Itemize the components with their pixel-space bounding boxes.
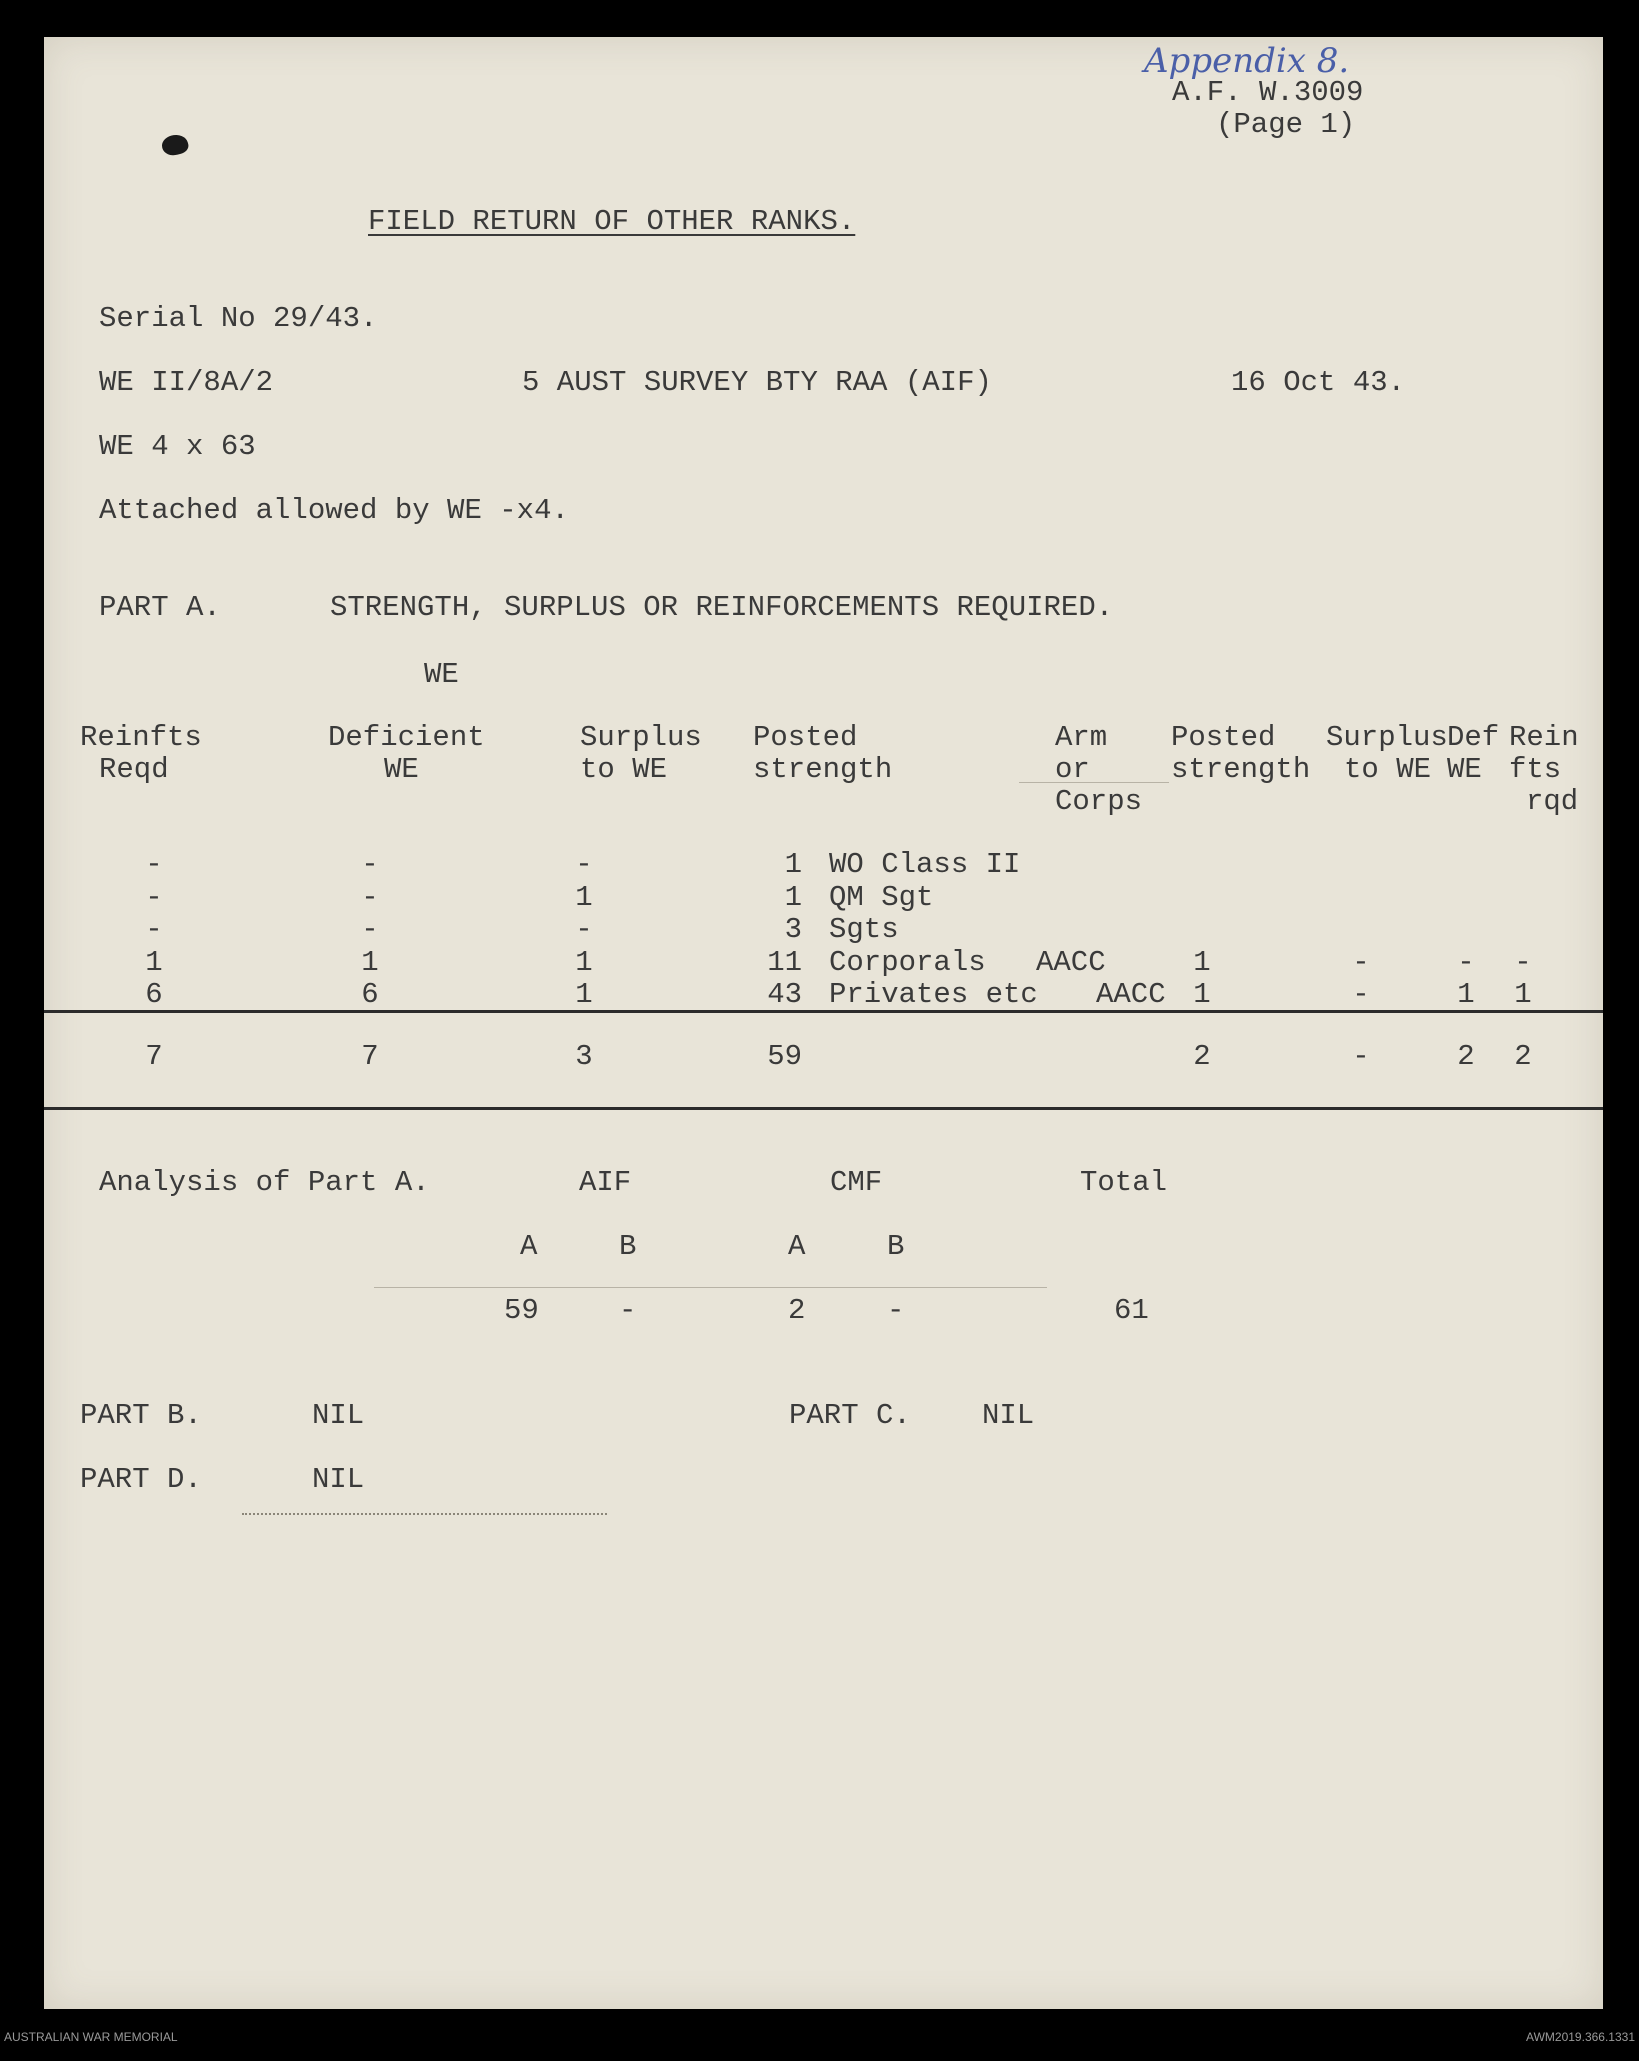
row-deficient: 6	[361, 978, 379, 1011]
part-b-label: PART B.	[80, 1399, 202, 1432]
analysis-aif-b-value: -	[619, 1294, 637, 1327]
part-c-label: PART C.	[789, 1399, 911, 1432]
row-rank: QM Sgt	[829, 880, 934, 914]
we-count: WE 4 x 63	[99, 430, 256, 463]
header-rein: Rein	[1509, 721, 1579, 754]
total-surplus: 3	[575, 1040, 593, 1073]
part-a-label: PART A.	[99, 591, 221, 624]
row-posted-2: 1	[1193, 945, 1211, 979]
total-reqd: 7	[145, 1040, 163, 1073]
total-rein: 2	[1514, 1040, 1532, 1073]
row-posted: 3	[784, 913, 802, 946]
analysis-cmf-a-value: 2	[788, 1294, 806, 1327]
row-rein: -	[1514, 945, 1532, 979]
document-title: FIELD RETURN OF OTHER RANKS.	[368, 205, 856, 238]
row-posted: 11	[767, 945, 802, 979]
analysis-total-value: 61	[1114, 1294, 1149, 1327]
total-def: 2	[1457, 1040, 1475, 1073]
row-posted: 1	[784, 880, 802, 914]
header-arm-corps: Corps	[1055, 785, 1143, 818]
header-reinfts: Reinfts	[80, 721, 202, 754]
ink-blot-mark	[160, 132, 190, 158]
we-column-group-label: WE	[424, 658, 459, 691]
total-deficient: 7	[361, 1040, 379, 1073]
row-posted: 1	[784, 848, 802, 881]
signature-dotted-line	[242, 1513, 607, 1515]
part-c-value: NIL	[982, 1399, 1035, 1432]
header-posted-2: Posted	[1171, 721, 1276, 754]
part-d-label: PART D.	[80, 1463, 202, 1496]
header-posted-strength-2: strength	[1171, 753, 1311, 786]
header-rein-rqd: rqd	[1526, 785, 1579, 818]
attached-allowed: Attached allowed by WE -x4.	[99, 494, 569, 527]
footer-accession-number: AWM2019.366.1331	[1526, 2030, 1635, 2044]
row-def: -	[1457, 945, 1475, 979]
row-reqd: 1	[145, 945, 163, 979]
part-b-value: NIL	[312, 1399, 365, 1432]
analysis-cmf-b-value: -	[887, 1294, 905, 1327]
header-surplus-to-we-2: to WE	[1344, 753, 1432, 786]
return-date: 16 Oct 43.	[1231, 366, 1406, 399]
row-deficient: -	[361, 848, 379, 881]
row-reqd: 6	[145, 978, 163, 1011]
header-deficient: Deficient	[328, 721, 485, 754]
row-surplus: 1	[575, 880, 593, 914]
header-arm-or: or	[1055, 753, 1090, 786]
analysis-aif-a-label: A	[520, 1230, 538, 1263]
header-def: Def	[1447, 721, 1500, 754]
row-rank: Corporals	[829, 945, 986, 979]
row-surplus-2: -	[1352, 945, 1370, 979]
row-arm: AACC	[1036, 945, 1106, 979]
footer-institution: AUSTRALIAN WAR MEMORIAL	[4, 2030, 178, 2044]
row-reqd: -	[145, 880, 163, 914]
part-a-heading: STRENGTH, SURPLUS OR REINFORCEMENTS REQUIRED.	[330, 591, 1114, 624]
row-arm: AACC	[1096, 978, 1166, 1011]
row-rank: Privates etc	[829, 978, 1038, 1011]
row-reqd: -	[145, 848, 163, 881]
header-rein-fts: fts	[1509, 753, 1562, 786]
document-page	[44, 37, 1603, 2009]
header-posted: Posted	[753, 721, 858, 754]
header-deficient-we: WE	[384, 753, 419, 786]
row-deficient: -	[361, 913, 379, 946]
row-posted-2: 1	[1193, 978, 1211, 1011]
analysis-aif-a-value: 59	[504, 1294, 539, 1327]
row-surplus: 1	[575, 945, 593, 979]
row-surplus: -	[575, 913, 593, 946]
part-a-end-rule	[44, 1107, 1603, 1110]
header-posted-strength: strength	[753, 753, 893, 786]
total-posted: 59	[767, 1040, 802, 1073]
form-number: A.F. W.3009	[1172, 76, 1364, 109]
header-arm: Arm	[1055, 721, 1108, 754]
corps-header-underline	[1019, 782, 1169, 783]
header-surplus: Surplus	[580, 721, 702, 754]
total-posted-2: 2	[1193, 1040, 1211, 1073]
row-def: 1	[1457, 978, 1475, 1011]
page-number: (Page 1)	[1216, 108, 1356, 141]
header-surplus-to-we: to WE	[580, 753, 668, 786]
header-def-we: WE	[1447, 753, 1482, 786]
row-posted: 43	[767, 978, 802, 1011]
analysis-total-header: Total	[1080, 1166, 1168, 1199]
row-rank: Sgts	[829, 913, 899, 946]
row-surplus: -	[575, 848, 593, 881]
part-d-value: NIL	[312, 1463, 365, 1496]
appendix-handwritten-note: Appendix 8.	[1144, 41, 1350, 81]
total-surplus-2: -	[1352, 1040, 1370, 1073]
row-reqd: -	[145, 913, 163, 946]
we-reference: WE II/8A/2	[99, 366, 274, 399]
totals-rule	[44, 1010, 1603, 1013]
header-reqd: Reqd	[99, 753, 169, 786]
header-surplus-2: Surplus	[1326, 721, 1448, 754]
analysis-aif-b-label: B	[619, 1230, 637, 1263]
row-rein: 1	[1514, 978, 1532, 1011]
analysis-cmf-a-label: A	[788, 1230, 806, 1263]
serial-number: Serial No 29/43.	[99, 302, 378, 335]
analysis-cmf-b-label: B	[887, 1230, 905, 1263]
row-deficient: 1	[361, 945, 379, 979]
row-surplus: 1	[575, 978, 593, 1011]
analysis-aif-header: AIF	[579, 1166, 632, 1199]
row-rank: WO Class II	[829, 848, 1021, 881]
analysis-underline	[374, 1287, 1047, 1288]
row-surplus-2: -	[1352, 978, 1370, 1011]
row-deficient: -	[361, 880, 379, 914]
unit-name: 5 AUST SURVEY BTY RAA (AIF)	[522, 366, 992, 399]
analysis-label: Analysis of Part A.	[99, 1166, 430, 1199]
analysis-cmf-header: CMF	[830, 1166, 883, 1199]
